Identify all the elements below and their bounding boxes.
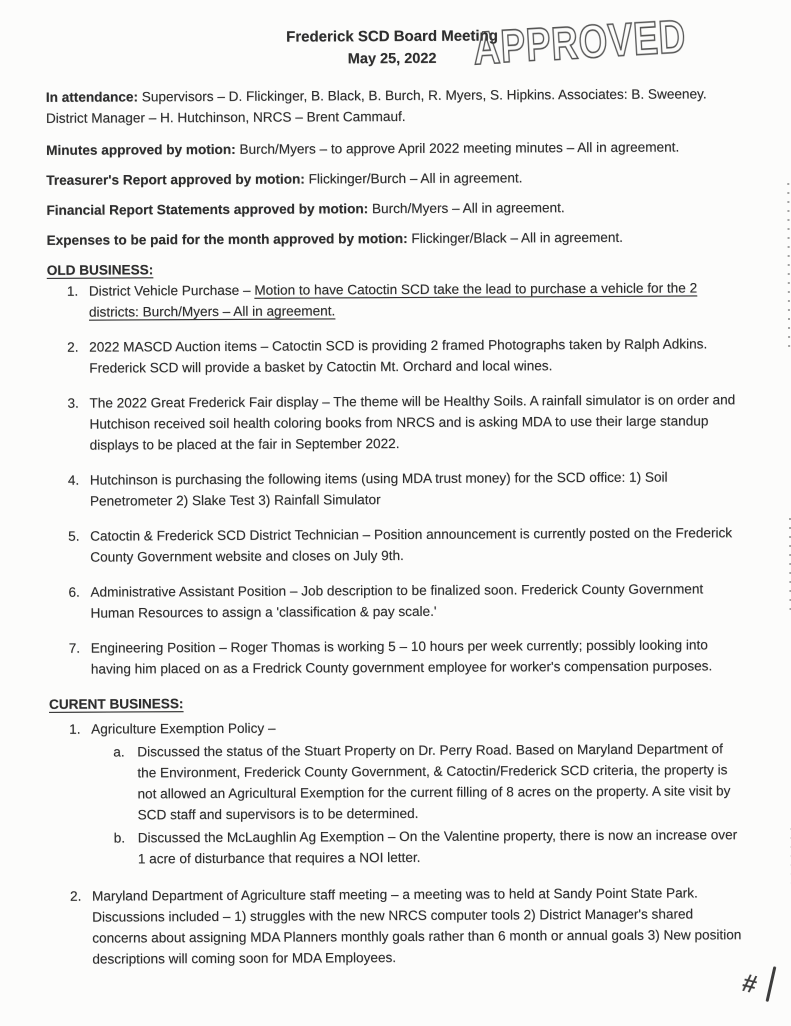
sub-item-letter: b.: [114, 827, 138, 869]
meeting-date: May 25, 2022: [46, 46, 739, 72]
attendance-text: Supervisors – D. Flickinger, B. Black, B. Burch, R. Myers, S. Hipkins. Associates: B. Sweeney. District Manager – H. Hutchinson, NRCS – Brent Cammauf.: [46, 86, 707, 125]
motion-text: Burch/Myers – to approve April 2022 meeting minutes – All in agreement.: [239, 140, 679, 157]
old-business-list: [47, 277, 742, 680]
item-text-main: Maryland Department of Agriculture staff meeting – a meeting was to held at Sandy Point State Park. Discussions included – 1) struggles with the new NRCS computer tools 2) District Manager's shared concerns about assigning MDA Planners monthly goals rather than 6 month or annual goals 3) New position descriptions will coming soon for MDA Employees.: [92, 885, 741, 966]
item-number: 6.: [68, 582, 90, 624]
sub-item-letter: a.: [113, 741, 137, 825]
scan-edge-artifact: [787, 183, 790, 353]
item-text-main: Agriculture Exemption Policy –: [91, 721, 275, 737]
item-text: [89, 277, 740, 322]
motion-label: Financial Report Statements approved by motion:: [46, 201, 368, 218]
handwritten-stroke: [765, 966, 775, 1002]
item-text: Engineering Position – Roger Thomas is working 5 – 10 hours per week currently; possibly looking into having him placed on as a Fredrick County government employee for worker's compensation purposes.: [91, 634, 742, 679]
motion-text: Flickinger/Black – All in agreement.: [411, 230, 623, 246]
motion-paragraph: [47, 226, 740, 251]
item-number: 3.: [67, 393, 89, 456]
motion-paragraph: [46, 136, 739, 161]
item-number: 4.: [68, 470, 90, 512]
sub-item-text: Discussed the McLaughlin Ag Exemption – On the Valentine property, there is now an increase over 1 acre of disturbance that requires a NOI letter.: [138, 824, 743, 869]
item-number: 1.: [67, 281, 89, 323]
item-number: 5.: [68, 526, 90, 568]
sub-item-text: Discussed the status of the Stuart Property on Dr. Perry Road. Based on Maryland Department of the Environment, Frederick County Government, & Catoctin/Frederick SCD criteria, the property is not allowed an Agricultural Exemption for the current filling of 8 acres on the property. A site visit by SCD staff and supervisors is to be determined.: [137, 738, 742, 825]
sub-item: [92, 824, 743, 869]
item-number: 7.: [69, 638, 91, 680]
item-number: 2.: [70, 886, 92, 970]
sub-item-list: [91, 738, 743, 869]
item-number: 2.: [67, 337, 89, 379]
item-text-underlined: Motion to have Catoctin SCD take the lead to purchase a vehicle for the 2 districts: Burch/Myers – All in agreement.: [89, 280, 697, 319]
old-business-item: [49, 634, 742, 680]
item-text: 2022 MASCD Auction items – Catoctin SCD is providing 2 framed Photographs taken by Ralph Adkins. Frederick SCD will provide a basket by Catoctin Mt. Orchard and local wines.: [89, 333, 740, 378]
old-business-item: [48, 578, 741, 624]
current-business-heading: CURENT BUSINESS:: [49, 690, 742, 715]
item-text: Administrative Assistant Position – Job description to be finalized soon. Frederick County Government Human Resources to assign a 'classification & pay scale.': [90, 578, 741, 623]
motion-text: Burch/Myers – All in agreement.: [372, 200, 565, 216]
current-business-list: [49, 715, 743, 970]
handwritten-page-number: [742, 966, 772, 1002]
old-business-heading: OLD BUSINESS:: [47, 256, 740, 281]
old-business-item: [48, 466, 741, 512]
motion-list: [46, 136, 740, 251]
item-number: 1.: [69, 719, 92, 872]
item-text: [92, 882, 743, 969]
attendance-paragraph: [46, 83, 739, 129]
motion-text: Flickinger/Burch – All in agreement.: [309, 170, 523, 186]
motion-label: Expenses to be paid for the month approved by motion:: [47, 231, 408, 248]
old-business-item: [47, 333, 740, 379]
motion-label: Minutes approved by motion:: [46, 142, 236, 158]
motion-paragraph: [46, 196, 739, 221]
item-text-plain: District Vehicle Purchase –: [89, 283, 255, 299]
page-title: Frederick SCD Board Meeting: [45, 24, 738, 50]
old-business-item: [48, 522, 741, 568]
item-text: [91, 715, 743, 871]
current-business-item: [49, 715, 743, 872]
hash-mark: #: [739, 968, 759, 999]
motion-label: Treasurer's Report approved by motion:: [46, 171, 305, 187]
motion-paragraph: [46, 166, 739, 191]
sub-item: [91, 738, 742, 825]
approved-stamp: APPROVED: [472, 9, 688, 75]
current-business-item: [50, 882, 743, 970]
item-text: Catoctin & Frederick SCD District Technician – Position announcement is currently posted on the Frederick County Government website and closes on July 9th.: [90, 522, 741, 567]
item-text: The 2022 Great Frederick Fair display – The theme will be Healthy Soils. A rainfall simulator is on order and Hutchison received soil health coloring books from NRCS and is asking MDA to use their large standup displays to be placed at the fair in September 2022.: [89, 389, 740, 455]
old-business-item: [47, 389, 740, 456]
attendance-label: In attendance:: [46, 89, 138, 104]
old-business-item: [47, 277, 740, 323]
item-text: Hutchinson is purchasing the following items (using MDA trust money) for the SCD office: 1) Soil Penetrometer 2) Slake Test 3) Rainfall Simulator: [90, 466, 741, 511]
